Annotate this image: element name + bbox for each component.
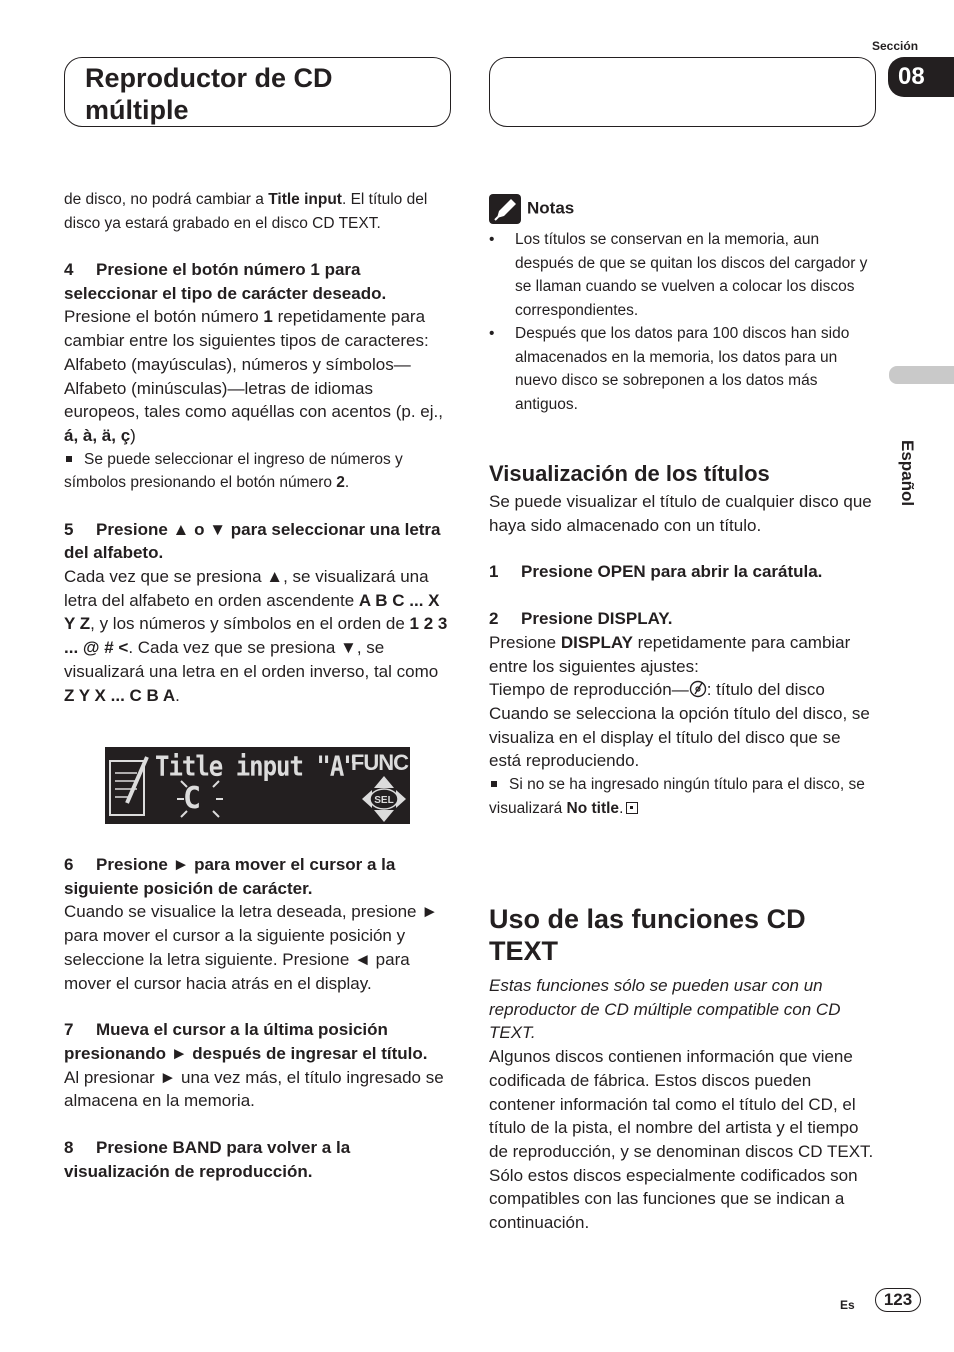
end-mark-icon bbox=[626, 802, 638, 814]
sel-arrows-icon bbox=[361, 775, 407, 823]
section-heading-cdtext: Uso de las funciones CD TEXT bbox=[489, 904, 806, 966]
section-number-badge: 08 bbox=[888, 57, 954, 97]
step-4-title: 4 Presione el botón número 1 para seleccionar el tipo de carácter deseado. bbox=[64, 260, 387, 303]
titles-step-2-body: Presione DISPLAY repetidamente para cambiar entre los siguientes ajustes: bbox=[489, 632, 851, 676]
pencil-note-icon bbox=[489, 194, 521, 224]
notes-heading: Notas bbox=[489, 194, 877, 224]
section-heading-titles: Visualización de los títulos bbox=[489, 461, 770, 486]
titles-step-2: 2 Presione DISPLAY. bbox=[489, 609, 673, 629]
page-number: 123 bbox=[875, 1288, 921, 1312]
intro-paragraph: de disco, no podrá cambiar a Title input. El título del disco ya estará grabado en el disco CD TEXT. bbox=[64, 191, 428, 232]
header-title-box bbox=[64, 57, 451, 127]
page-title: Reproductor de CD múltiple bbox=[85, 63, 333, 125]
cdtext-body: Algunos discos contienen información que viene codificada de fábrica. Estos discos pueden contener información tal como el título del CD, el título de la pista, el nombre del artista y el tiempo de reproducción, y se denominan discos CD TEXT. Sólo estos discos especialmente codificados son compatibles con las funciones que se indican a continuación. bbox=[489, 1047, 874, 1233]
step-5-title: 5 Presione ▲ o ▼ para seleccionar una letra del alfabeto. bbox=[64, 519, 441, 563]
sel-label: SEL bbox=[374, 795, 394, 806]
title-input-display-illustration bbox=[105, 747, 410, 824]
left-column bbox=[64, 188, 452, 707]
notepad-icon bbox=[107, 753, 153, 819]
note-item: • Después que los datos para 100 discos han sido almacenados en la memoria, los datos para un nuevo disco se sobreponen a los datos más antiguos. bbox=[489, 322, 877, 416]
step-4-body: Presione el botón número 1 repetidamente para cambiar entre los siguientes tipos de caracteres: bbox=[64, 307, 429, 351]
titles-step-2-cycle: Tiempo de reproducción— : título del disco bbox=[489, 680, 825, 700]
cdtext-section bbox=[489, 903, 879, 1235]
titles-step-2-detail: Cuando se selecciona la opción título del disco, se visualiza en el display el título del disco que se está reproduciendo. bbox=[489, 703, 870, 771]
step-6-title: 6 Presione ► para mover el cursor a la siguiente posición de carácter. bbox=[64, 855, 396, 898]
display-func-label: FUNC bbox=[350, 750, 408, 775]
step-5-body: Cada vez que se presiona ▲, se visualizará una letra del alfabeto en orden ascendente A B C ... X Y Z, y los números y símbolos en el orden de 1 2 3 ... @ # <. Cada vez que se presiona ▼, se visualizará una letra en el orden inverso, tal como Z Y X ... C B A. bbox=[64, 567, 448, 705]
display-text: Title input "A" bbox=[155, 750, 357, 783]
cdtext-italic-note: Estas funciones sólo se pueden usar con un reproductor de CD múltiple compatible con CD TEXT. bbox=[489, 976, 841, 1043]
step-4-types: Alfabeto (mayúsculas), números y símbolos—Alfabeto (minúsculas)—letras de idiomas europeos, tales como aquéllas con acentos (p. ej., á, à, ä, ç) bbox=[64, 354, 443, 445]
titles-note: Si no se ha ingresado ningún título para el disco, se visualizará No title. bbox=[489, 776, 865, 817]
note-item: • Los títulos se conservan en la memoria, aun después de que se quitan los discos del cargador y se llaman cuando se vuelven a colocar los discos correspondientes. bbox=[489, 228, 877, 322]
note-square-icon bbox=[66, 456, 72, 462]
step-7-title: 7 Mueva el cursor a la última posición presionando ► después de ingresar el título. bbox=[64, 1020, 428, 1063]
header-empty-box bbox=[489, 57, 876, 127]
titles-step-1: 1 Presione OPEN para abrir la carátula. bbox=[489, 562, 823, 582]
language-tab-label: Español bbox=[898, 440, 917, 507]
step-6-body: Cuando se visualice la letra deseada, presione ► para mover el cursor a la siguiente posición y seleccione la letra siguiente. Presione ◄ para mover el cursor hacia atrás en el display. bbox=[64, 902, 439, 993]
step-4-note: Se puede seleccionar el ingreso de números y símbolos presionando el botón número 2. bbox=[64, 450, 403, 492]
section-label: Sección bbox=[872, 39, 919, 53]
display-cursor-char: C bbox=[183, 781, 202, 816]
disc-title-icon bbox=[689, 680, 707, 698]
step-8-title: 8 Presione BAND para volver a la visualización de reproducción. bbox=[64, 1138, 351, 1181]
language-tab-marker bbox=[889, 366, 954, 384]
right-column bbox=[489, 194, 877, 820]
notes-list bbox=[489, 228, 877, 416]
footer-lang-code: Es bbox=[840, 1298, 855, 1312]
step-7-body: Al presionar ► una vez más, el título ingresado se almacena en la memoria. bbox=[64, 1067, 444, 1111]
left-column-lower bbox=[64, 853, 452, 1183]
titles-intro: Se puede visualizar el título de cualquier disco que haya sido almacenado con un título. bbox=[489, 492, 872, 535]
note-square-icon bbox=[491, 781, 497, 787]
